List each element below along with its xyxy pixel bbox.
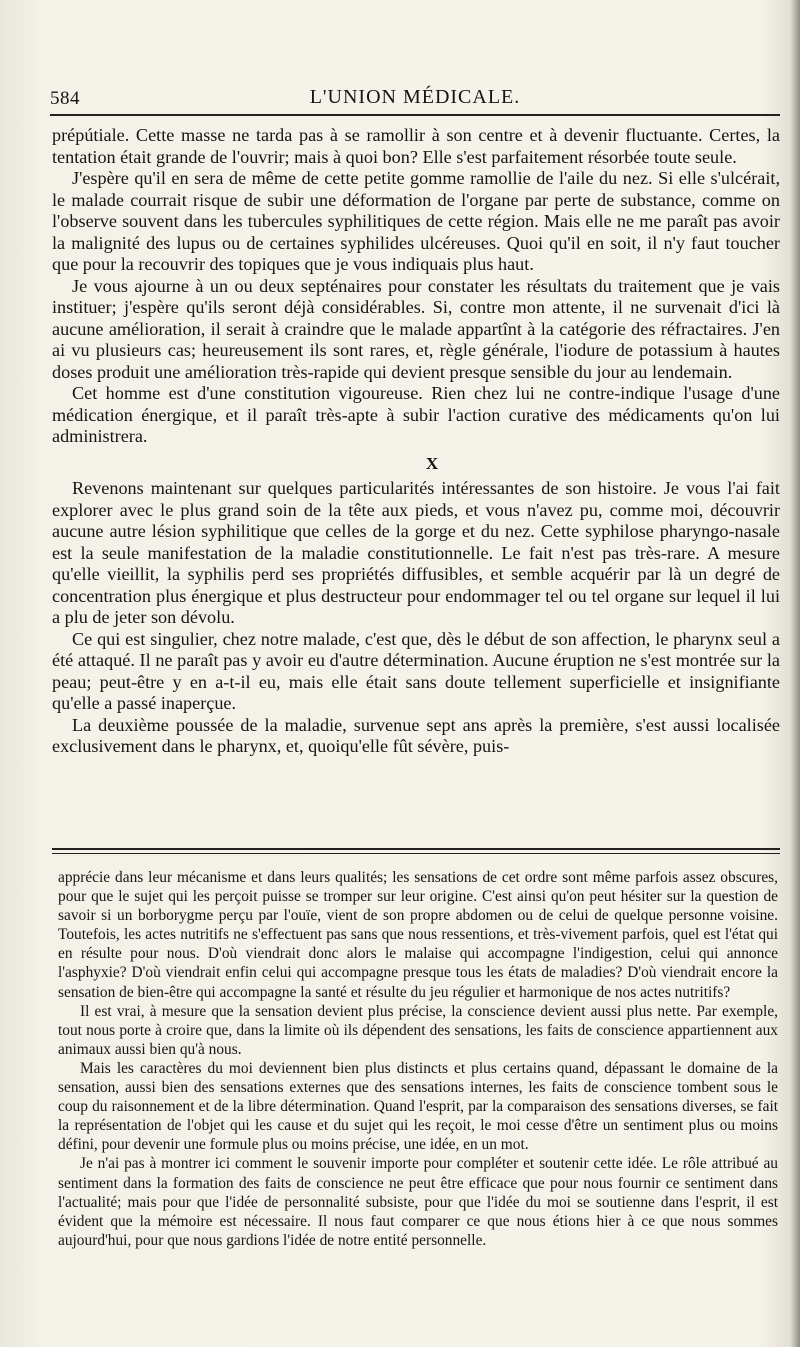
- main-paragraph: Je vous ajourne à un ou deux septénaires pour constater les résultats du traitement que je vais instituer; j'espère qu'ils seront déjà considérables. Si, contre mon attente, il ne survenait d'ici là aucune amélioration, il serait à craindre que le malade appartînt à la catégorie des réfractaires. J'en ai vu plusieurs cas; heureusement ils sont rares, et, règle générale, l'iodure de potassium à hautes doses produit une amélioration très-rapide qui devient presque sensible du jour au lendemain.: [52, 275, 780, 382]
- main-paragraph: La deuxième poussée de la maladie, survenue sept ans après la première, s'est aussi localisée exclusivement dans le pharynx, et, quoiqu'elle fût sévère, puis-: [52, 714, 780, 756]
- main-paragraph: Revenons maintenant sur quelques particularités intéressantes de son histoire. Je vous l'ai fait explorer avec le plus grand soin de la tête aux pieds, et vous n'avez pu, comme moi, découvrir aucune autre lésion syphilitique que celles de la gorge et du nez. Cette syphilose pharyngo-nasale est la seule manifestation de la maladie constitutionnelle. Le fait n'est pas très-rare. A mesure qu'elle vieillit, la syphilis perd ses propriétés diffusibles, et semble acquérir par là un degré de concentration plus énergique et plus destructeur pour endommager tel ou tel organe sur lequel il lui a plu de jeter son dévolu.: [52, 478, 780, 627]
- journal-title: L'UNION MÉDICALE.: [309, 86, 521, 108]
- feuilleton-column: [58, 868, 778, 1250]
- feuilleton-divider-thin: [52, 853, 780, 854]
- main-paragraph: J'espère qu'il en sera de même de cette petite gomme ramollie de l'aile du nez. Si elle s'ulcérait, le malade courrait risque de subir une déformation de l'organe par perte de substance, comme on l'observe souvent dans les tubercules syphilitiques de cette région. Mais elle ne me paraît pas avoir la malignité des lupus ou de certaines syphilides ulcéreuses. Quoi qu'il en soit, il n'y faut toucher que pour la recouvrir des topiques que je vous indiquais plus haut.: [52, 168, 780, 274]
- section-number: X: [425, 453, 439, 473]
- running-head: [50, 80, 780, 116]
- main-paragraph: Cet homme est d'une constitution vigoureuse. Rien chez lui ne contre-indique l'usage d'une médication énergique, et il paraît très-apte à subir l'action curative des médicaments qu'on lui administrera.: [52, 383, 780, 446]
- show-through-text: [40, 8, 760, 88]
- main-paragraph: Ce qui est singulier, chez notre malade, c'est que, dès le début de son affection, le pharynx seul a été attaqué. Il ne paraît pas y avoir eu d'autre détermination. Aucune éruption ne s'est montrée sur la peau; peut-être y en a-t-il eu, mais elle était sans doute tellement superficielle et insignifiante qu'elle a passé inaperçue.: [52, 628, 780, 713]
- feuilleton-paragraph: Mais les caractères du moi deviennent bien plus distincts et plus certains quand, dépassant le domaine de la sensation, aussi bien des sensations externes que des sensations internes, les faits de conscience tombent sous le coup du raisonnement et de la libre détermination. Quand l'esprit, par la comparaison des sensations diverses, se fait la représentation de l'objet qui les cause et du sujet qui les reçoit, le moi cesse d'être un sentiment plus ou moins défini, pour devenir une formule plus ou moins précise, une idée, en un mot.: [58, 1059, 778, 1154]
- feuilleton-paragraph: apprécie dans leur mécanisme et dans leurs qualités; les sensations de cet ordre sont même parfois assez obscures, pour que le sujet qui les perçoit puisse se tromper sur leur origine. C'est ainsi qu'on peut hésiter sur la question de savoir si un borborygme perçu par l'ouïe, vient de son propre abdomen ou de celui de quelque personne voisine. Toutefois, les actes nutritifs ne s'effectuent pas sans que nous ressentions, et très-vivement parfois, quel est l'état qui en résulte pour nous. D'où viendrait donc alors le malaise qui accompagne l'indigestion, celui qui annonce l'asphyxie? D'où viendrait enfin celui qui accompagne presque tous les états de maladies? D'où viendrait encore la sensation de bien-être qui accompagne la santé et résulte du jeu régulier et harmonique de nos actes nutritifs?: [58, 869, 778, 1001]
- feuilleton-divider: [52, 848, 780, 850]
- feuilleton-paragraph: Il est vrai, à mesure que la sensation devient plus précise, la conscience devient aussi plus nette. Par exemple, tout nous porte à croire que, dans la limite où ils dépendent des sensations, les faits de conscience appartiennent aux animaux aussi bien qu'à nous.: [58, 1002, 778, 1058]
- main-text-column: [52, 125, 780, 758]
- page-spine-shadow: [790, 0, 800, 1347]
- main-paragraph: prépútiale. Cette masse ne tarda pas à se ramollir à son centre et à devenir fluctuante. Certes, la tentation était grande de l'ouvrir; mais à quoi bon? Elle s'est parfaitement résorbée toute seule.: [52, 125, 780, 167]
- page-number: 584: [50, 88, 80, 109]
- feuilleton-paragraph: Je n'ai pas à montrer ici comment le souvenir importe pour compléter et soutenir cette idée. Le rôle attribué au sentiment dans la formation des faits de conscience ne peut être efficace que pour nous fournir ce sentiment dans l'actualité; mais pour que l'idée de personnalité subsiste, pour que l'idée du moi se soutienne dans l'esprit, il est évident que la mémoire est nécessaire. Il nous faut comparer ce que nous étions hier à ce que nous sommes aujourd'hui, pour que nous gardions l'idée de notre entité personnelle.: [58, 1155, 778, 1249]
